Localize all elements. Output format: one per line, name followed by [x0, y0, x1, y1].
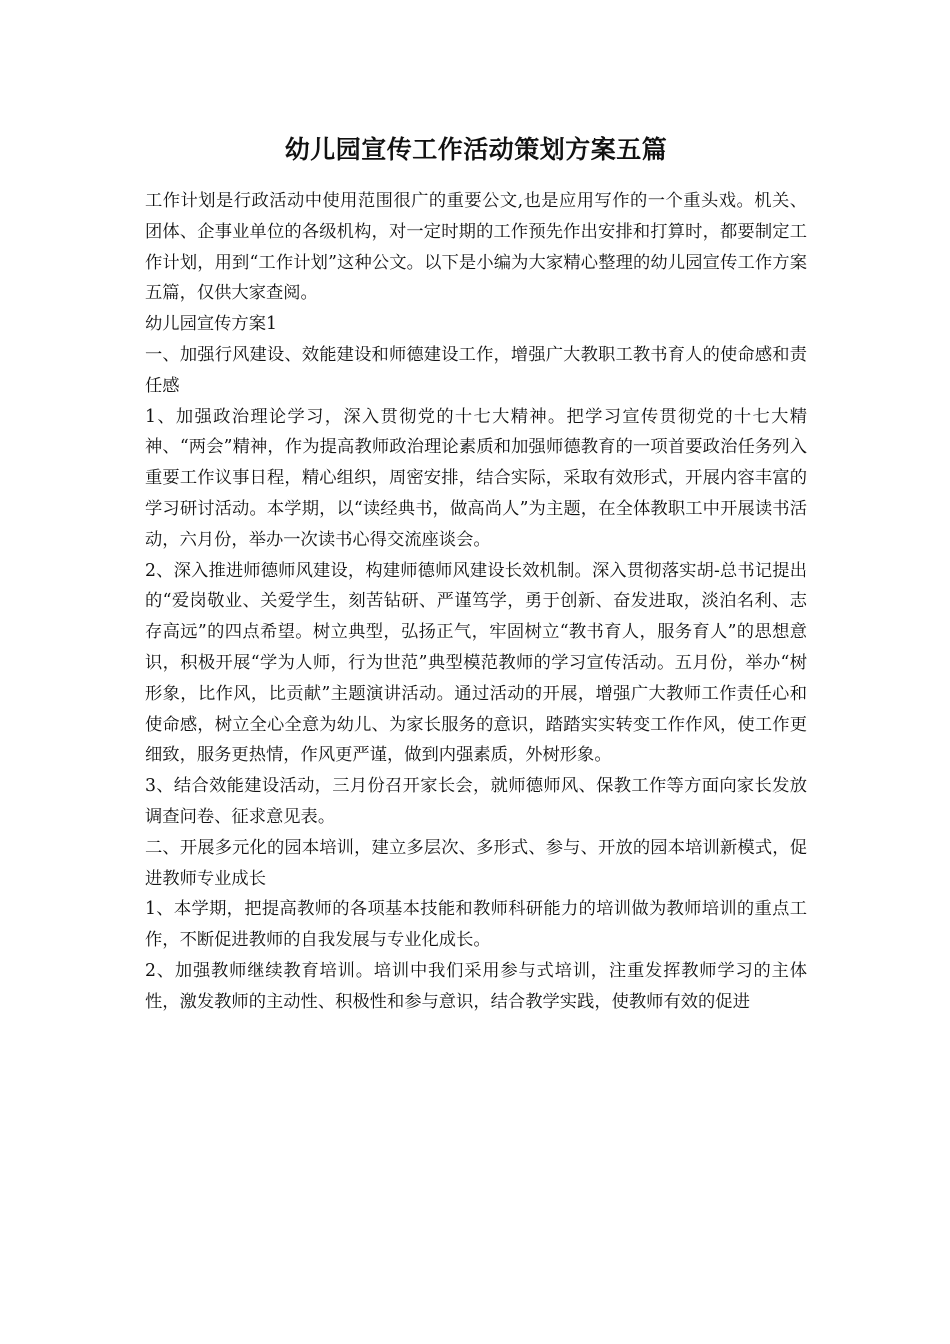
paragraph-item-2-1: 1、本学期，把提高教师的各项基本技能和教师科研能力的培训做为教师培训的重点工作，不断促进教师的自我发展与专业化成长。 — [145, 899, 807, 951]
section-heading-two: 二、开展多元化的园本培训，建立多层次、多形式、参与、开放的园本培训新模式，促进教师专业成长 — [145, 837, 807, 889]
intro-paragraph: 工作计划是行政活动中使用范围很广的重要公文,也是应用写作的一个重头戏。机关、团体、企事业单位的各级机构，对一定时期的工作预先作出安排和打算时，都要制定工作计划，用到“工作计划”这种公文。以下是小编为大家精心整理的幼儿园宣传工作方案五篇，仅供大家查阅。 — [145, 191, 807, 304]
document-body — [145, 186, 807, 1018]
document-title: 幼儿园宣传工作活动策划方案五篇 — [284, 135, 668, 164]
section-heading-one: 一、加强行风建设、效能建设和师德建设工作，增强广大教职工教书育人的使命感和责任感 — [145, 344, 807, 396]
section-heading-plan-1: 幼儿园宣传方案1 — [145, 314, 277, 335]
paragraph-item-2: 2、深入推进师德师风建设，构建师德师风建设长效机制。深入贯彻落实胡-总书记提出的“爱岗敬业、关爱学生，刻苦钻研、严谨笃学，勇于创新、奋发进取，淡泊名利、志存高远”的四点希望。树立典型，弘扬正气，牢固树立“教书育人，服务育人”的思想意识，积极开展“学为人师，行为世范”典型模范教师的学习宣传活动。五月份，举办“树形象，比作风，比贡献”主题演讲活动。通过活动的开展，增强广大教师工作责任心和使命感，树立全心全意为幼儿、为家长服务的意识，踏踏实实转变工作作风，使工作更细致，服务更热情，作风更严谨，做到内强素质，外树形象。 — [145, 560, 807, 766]
paragraph-item-1: 1、加强政治理论学习，深入贯彻党的十七大精神。把学习宣传贯彻党的十七大精神、“两会”精神，作为提高教师政治理论素质和加强师德教育的一项首要政治任务列入重要工作议事日程，精心组织，周密安排，结合实际，采取有效形式，开展内容丰富的学习研讨活动。本学期，以“读经典书，做高尚人”为主题，在全体教职工中开展读书活动，六月份，举办一次读书心得交流座谈会。 — [145, 406, 807, 550]
document-page — [145, 128, 807, 1018]
paragraph-item-3: 3、结合效能建设活动，三月份召开家长会，就师德师风、保教工作等方面向家长发放调查问卷、征求意见表。 — [145, 776, 807, 827]
paragraph-item-2-2: 2、加强教师继续教育培训。培训中我们采用参与式培训，注重发挥教师学习的主体性，激发教师的主动性、积极性和参与意识，结合教学实践，使教师有效的促进 — [145, 960, 807, 1012]
